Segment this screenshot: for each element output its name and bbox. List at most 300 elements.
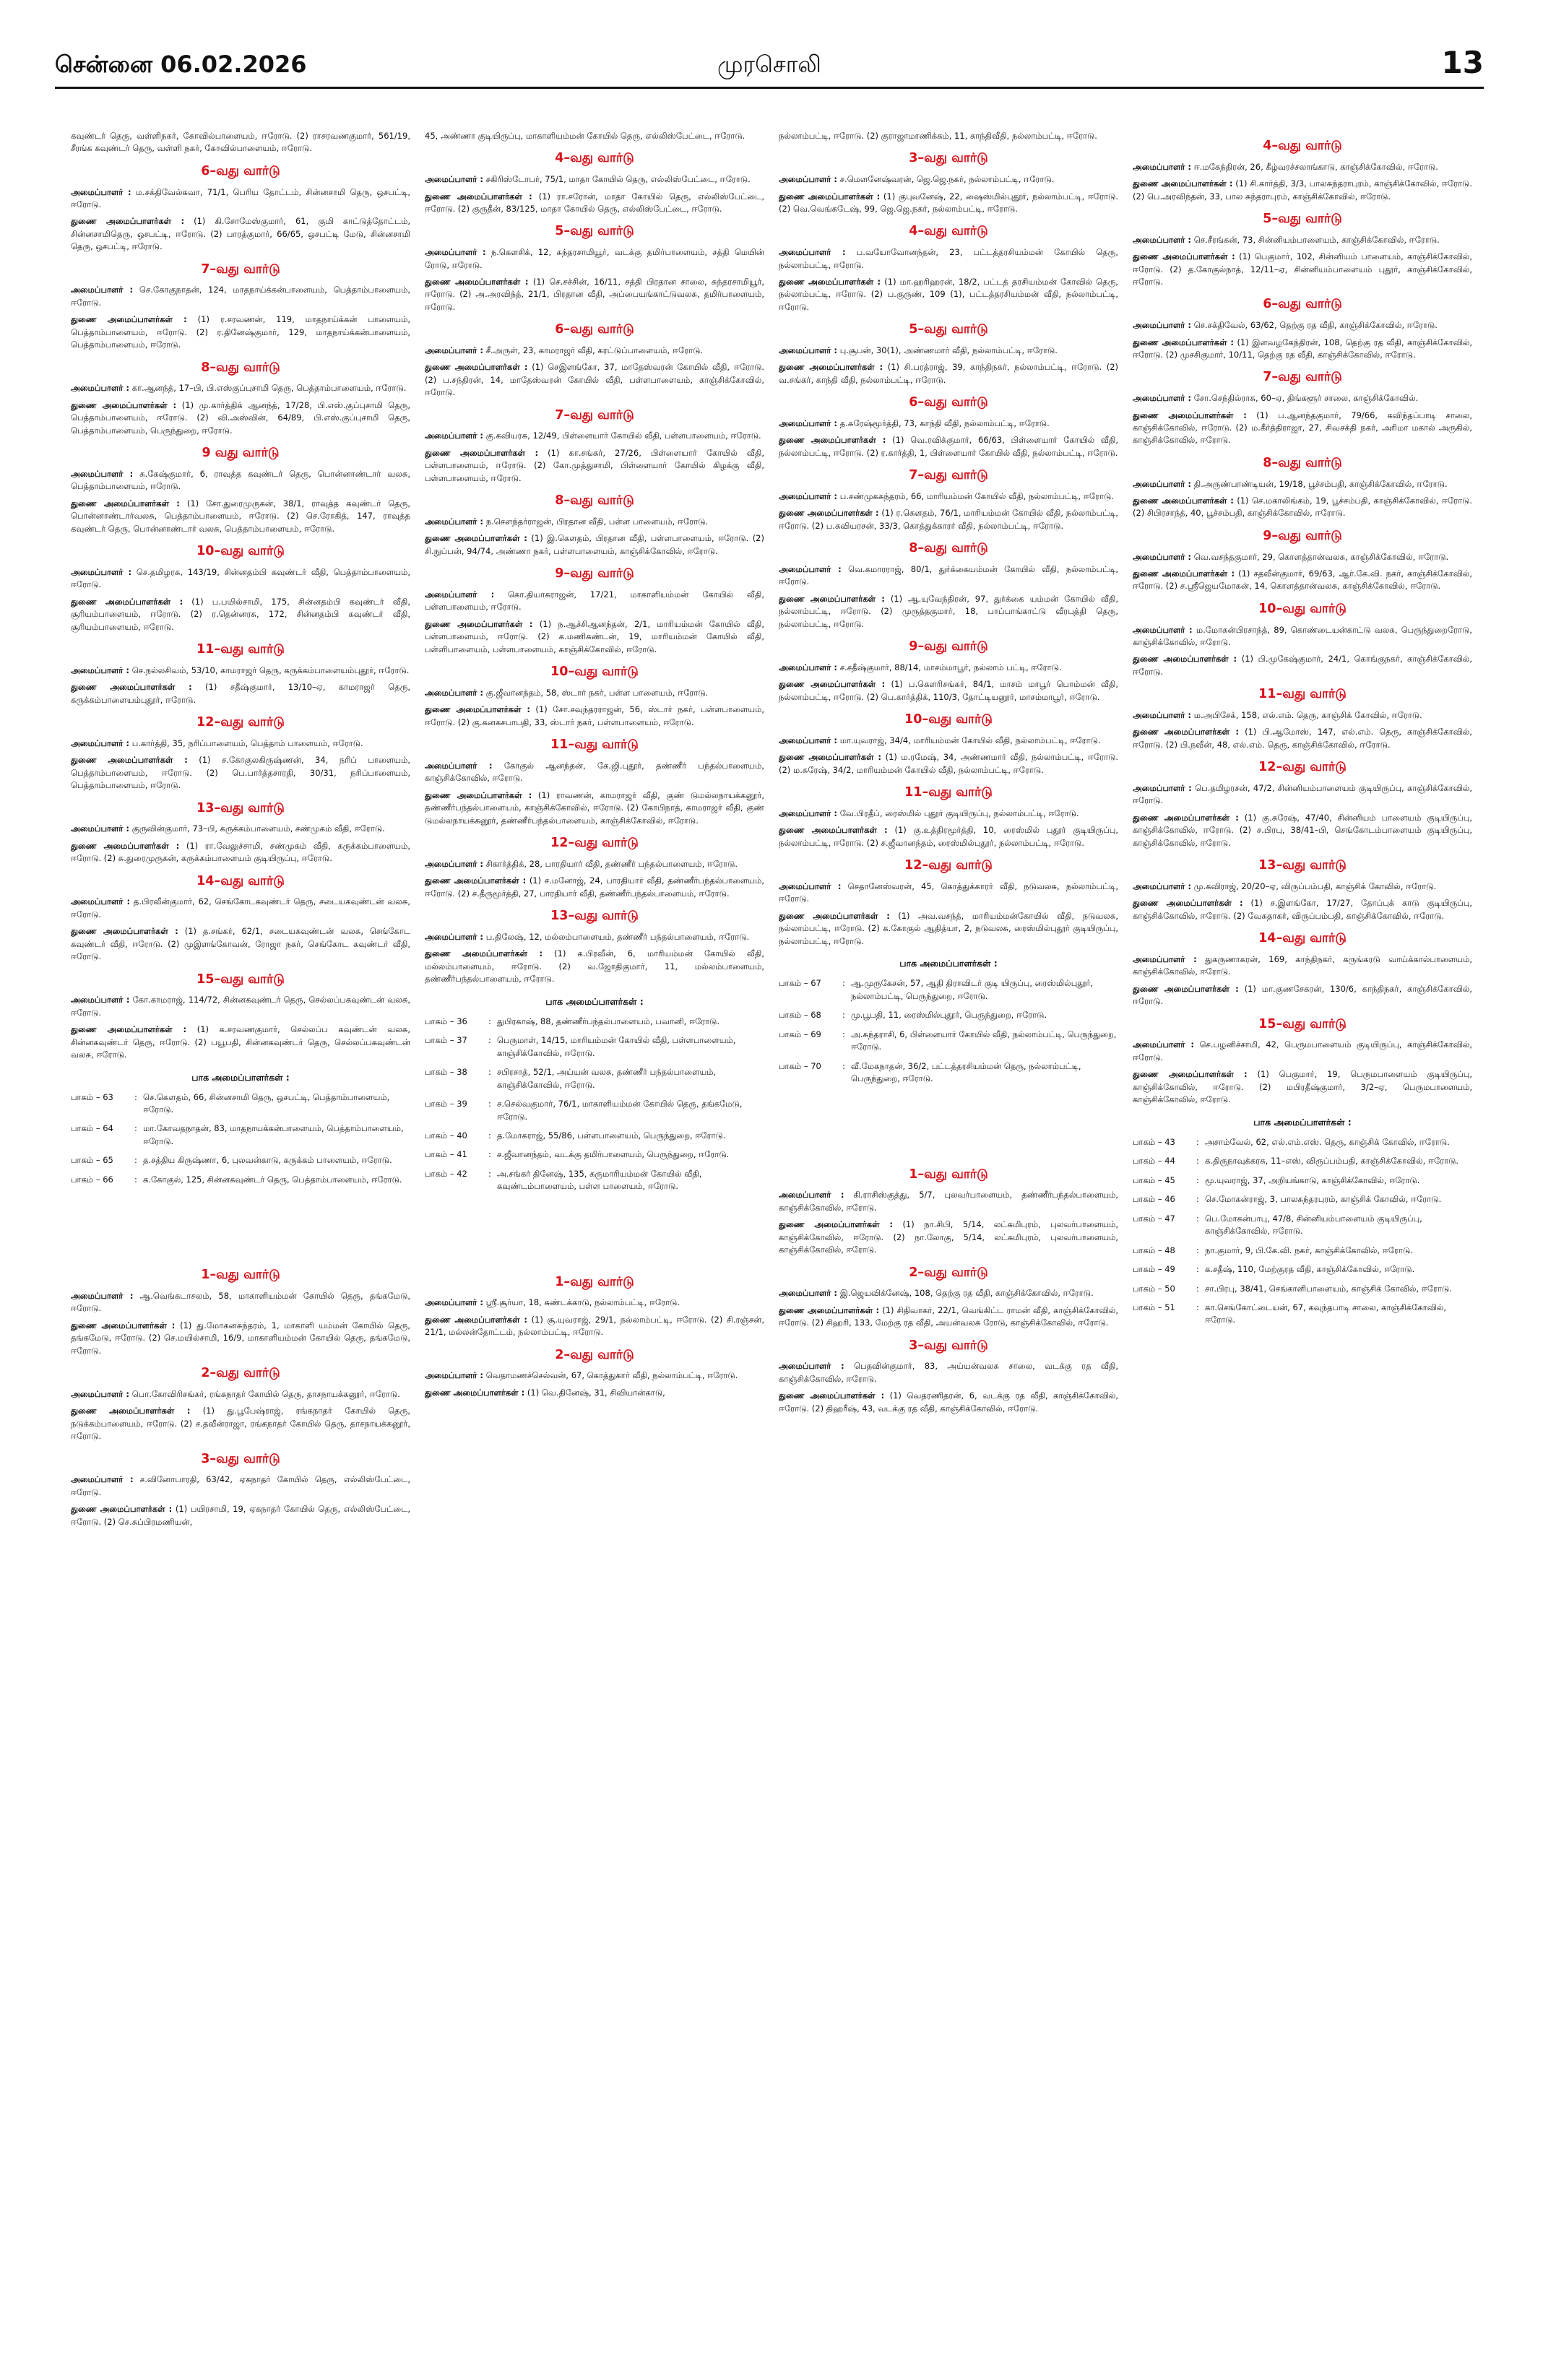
deputy-organizers-details: (1) மு.கார்த்திக் ஆனந்த், 17/28, பி.எஸ்.குப்புசாமி தெரு, பெத்தாம்பாளையம், ஈரோடு. (2) வி.அஸ்வின், 64/89, பி.எஸ்.குப்புசாமி தெரு, பெத்தாம்பாளையம், பெருந்துறை, ஈரோடு. — [71, 399, 410, 436]
organizer-entry — [779, 1189, 1118, 1214]
deputy-organizers-label: துணை அமைப்பாளர்கள் : — [779, 825, 888, 836]
organizer-label: அமைப்பாளர் : — [779, 174, 838, 185]
ward-section — [1133, 527, 1472, 593]
organizer-label: அமைப்பாளர் : — [71, 1290, 134, 1301]
organizer-entry — [1133, 624, 1472, 649]
ward-section — [425, 735, 764, 827]
booth-row — [1133, 1136, 1472, 1148]
organizer-details: செ.சக்திவேல், 63/62, தெற்கு ரத வீதி, காஞ்சிக்கோவில், ஈரோடு. — [1193, 320, 1438, 331]
ward-section — [425, 320, 764, 399]
ward-heading: 3–வது வார்டு — [909, 151, 988, 166]
booth-separator: : — [1196, 1264, 1199, 1275]
booth-number: பாகம் – 67 — [779, 978, 821, 989]
deputy-organizers-label: துணை அமைப்பாளர்கள் : — [1133, 727, 1240, 737]
organizer-entry — [779, 808, 1118, 820]
ward-heading: 4–வது வார்டு — [1263, 139, 1342, 153]
deputy-organizers-details: (1) க.பிரவீன், 6, மாரியம்மன் கோயில் வீதி, மல்லம்பாளையம், ஈரோடு. (2) வ.ஜோதிகுமார், 11, மல்லம்பாளையம், தண்ணீர்பந்தல்பாளையம், ஈரோடு. — [425, 948, 764, 985]
booth-number: பாகம் – 48 — [1133, 1245, 1175, 1255]
organizer-label: அமைப்பாளர் : — [425, 430, 484, 441]
booth-row — [779, 1029, 1118, 1054]
ward-section — [425, 662, 764, 729]
ward-section — [779, 149, 1118, 215]
organizer-details: தி.அருண்பாண்டியன், 19/18, பூச்சம்பதி, காஞ்சிக்கோவில், ஈரோடு. — [1193, 478, 1448, 489]
deputy-organizers-details: (1) மா.குணசேகரன், 130/6, காந்திநகர், காஞ்சிக்கோவில், ஈரோடு. — [1133, 983, 1472, 1007]
organizer-details: வெ.வசந்தகுமார், 29, கொளத்தான்வலசு, காஞ்சிக்கோவில், ஈரோடு. — [1193, 551, 1449, 562]
booth-row — [1133, 1193, 1472, 1206]
ward-section — [1133, 209, 1472, 288]
organizer-details: ப.திலேஷ், 12, மல்லம்பாளையம், தண்ணீர் பந்தல்பாளையம், ஈரோடு. — [485, 931, 750, 942]
deputy-organizers-label: துணை அமைப்பாளர்கள் : — [779, 1219, 893, 1230]
booth-number: பாகம் – 38 — [425, 1067, 467, 1078]
deputy-organizers-entry — [1133, 410, 1472, 447]
booth-organizers-heading: பாக அமைப்பாளர்கள் : — [899, 958, 998, 969]
organizer-entry — [425, 687, 764, 699]
ward-section — [71, 1450, 410, 1528]
organizer-details: சிகார்த்திக், 28, பாரதியார் வீதி, தண்ணீர் பந்தல்பாளையம், ஈரோடு. — [485, 858, 738, 869]
deputy-organizers-entry — [779, 593, 1118, 631]
masthead-rule — [55, 87, 1484, 89]
booth-row — [779, 1009, 1118, 1021]
booth-row — [71, 1091, 410, 1117]
deputy-organizers-label: துணை அமைப்பாளர்கள் : — [425, 618, 533, 629]
organizer-entry — [425, 858, 764, 870]
organizer-details: கோகுல் ஆனந்தன், கே.ஜி.புதூர், தண்ணீர் பந்தல்பாளையம், காஞ்சிக்கோவில், ஈரோடு. — [425, 760, 764, 784]
deputy-organizers-label: துணை அமைப்பாளர்கள் : — [425, 704, 530, 715]
deputy-organizers-label: துணை அமைப்பாளர்கள் : — [425, 789, 532, 800]
organizer-details: ம.சக்திவேல்கவா, 71/1, பெரிய தோட்டம், சின்னசாமி தெரு, ஒசபட்டி, ஈரோடு. — [71, 186, 410, 209]
deputy-organizers-details: (1) கி.சோமேஸ்குமார், 61, குமி காட்டுத்தோட்டம், சின்னசாமிதெரு, ஒசபட்டி, ஈரோடு. (2) பாரத்குமார், 66/65, ஒசபட்டி மேடு, சின்னசாமி தெரு, ஒசபட்டி, ஈரோடு. — [71, 216, 410, 252]
organizer-label: அமைப்பாளர் : — [1133, 161, 1192, 172]
organizer-details: ப.வயோவோனந்தன், 23, பட்டத்தரசியம்மன் கோயில் தெரு, நல்லாம்பட்டி, ஈரோடு. — [779, 247, 1118, 270]
booth-row — [1133, 1213, 1472, 1238]
organizer-details: சோ.செந்தில்ராசு, 60–ஏ, திங்களூர் சாலை, காஞ்சிக்கோவில். — [1193, 393, 1419, 404]
ward-heading: 11–வது வார்டு — [1258, 687, 1347, 702]
organizer-details: கு.கவியரசு, 12/49, பிள்ளையார் கோயில் வீதி, பள்ளபாளையம், ஈரோடு. — [485, 430, 761, 441]
deputy-organizers-details: (1) இளவழகேந்திரன், 108, தெற்கு ரத வீதி, காஞ்சிக்கோவில், ஈரோடு. (2) முசசிகுமார், 10/11, தெற்கு ரத வீதி, காஞ்சிக்கோவில், ஈரோடு. — [1133, 337, 1472, 360]
ward-section — [71, 1265, 410, 1357]
organizer-label: அமைப்பாளர் : — [71, 823, 130, 834]
organizer-entry — [71, 1474, 410, 1499]
organizer-label: அமைப்பாளர் : — [779, 808, 838, 818]
ward-section — [1133, 600, 1472, 678]
deputy-organizers-entry — [779, 1304, 1118, 1330]
ward-heading: 5–வது வார்டு — [1263, 212, 1342, 226]
organizer-entry — [71, 896, 410, 921]
organizer-label: அமைப்பாளர் : — [779, 247, 846, 258]
deputy-organizers-label: துணை அமைப்பாளர்கள் : — [1133, 251, 1235, 262]
organizer-details: ஆ.வெங்கடாசலம், 58, மாகாளியம்மன் கோயில் தெரு, தங்கமேடு, ஈரோடு. — [71, 1290, 410, 1314]
deputy-organizers-entry — [1133, 495, 1472, 520]
organizer-entry — [425, 345, 764, 357]
deputy-organizers-label: துணை அமைப்பாளர்கள் : — [71, 840, 180, 851]
deputy-organizers-label: துணை அமைப்பாளர்கள் : — [71, 498, 180, 509]
ward-heading: 12–வது வார்டு — [196, 715, 285, 730]
organizer-entry — [425, 931, 764, 943]
booth-number: பாகம் – 70 — [779, 1060, 821, 1071]
ward-heading: 13–வது வார்டு — [1258, 858, 1347, 873]
booth-row — [425, 1168, 764, 1193]
booth-separator: : — [842, 1029, 845, 1039]
booth-row — [1133, 1263, 1472, 1276]
deputy-organizers-entry — [779, 678, 1118, 704]
organizer-entry — [71, 1290, 410, 1315]
organizer-entry — [1133, 551, 1472, 563]
organizer-entry — [1133, 234, 1472, 246]
deputy-organizers-label: துணை அமைப்பாளர்கள் : — [425, 447, 539, 458]
booth-row — [425, 1098, 764, 1123]
ward-heading: 7–வது வார்டு — [555, 407, 634, 423]
deputy-organizers-entry — [71, 596, 410, 633]
deputy-organizers-details: (1) ப.கௌரிசங்கர், 84/1, மாசம் மாபூர் பொம்மன் வீதி, நல்லாம்பட்டி, ஈரோடு. (2) பெ.கார்த்திக், 110/3, தோட்டியனூர், மாசம்மாபூர், ஈரோடு. — [779, 679, 1118, 702]
booth-organizers-heading: பாக அமைப்பாளர்கள் : — [1253, 1116, 1352, 1128]
booth-organizer: த.சத்திய கிருஷ்ணா, 6, புலவன்காடு, கருக்கம் பாளையம், ஈரோடு. — [143, 1155, 392, 1166]
organizer-details: ம.அபிசேக், 158, எல்.எம். தெரு, காஞ்சிக் கோவில், ஈரோடு. — [1193, 710, 1422, 720]
ward-section — [71, 970, 410, 1062]
deputy-organizers-details: (1) சோ.துரைமுருகன், 38/1, ராவுத்த கவுண்டர் தெரு, பொன்னாண்டார்வலசு, பெத்தாம்பாளையம், ஈரோடு. (2) செ.ரோகித், 147, ராவுத்த கவுண்டர் தெரு, பொன்னாண்டார் வலசு, பெத்தாம்பாளையம், ஈரோடு. — [71, 498, 410, 534]
ward-heading: 2–வது வார்டு — [909, 1265, 988, 1280]
booth-organizer: க.திருநாவுக்கரசு, 11–எஸ், விருப்பம்பதி, காஞ்சிக்கோவில், ஈரோடு. — [1205, 1156, 1459, 1167]
booth-row — [1133, 1245, 1472, 1257]
organizer-label: அமைப்பாளர் : — [1133, 783, 1192, 793]
booth-organizer: பெருமாள், 14/15, மாரியம்மன் கோயில் வீதி, பள்ளபாளையம், காஞ்சிக்கோவில், ஈரோடு. — [497, 1035, 736, 1058]
booth-row — [425, 1148, 764, 1161]
booth-organizer: மூ.யுவராஜ், 37, அறியங்காடு, காஞ்சிக்கோவில், ஈரோடு. — [1205, 1174, 1420, 1185]
organizer-label: அமைப்பாளர் : — [425, 247, 486, 258]
deputy-organizers-entry — [425, 276, 764, 313]
ward-section — [779, 1336, 1118, 1415]
deputy-organizers-details: (1) செ.மகாலிங்கம், 19, பூச்சம்பதி, காஞ்சிக்கோவில், ஈரோடு. (2) சிபிரசாந்த், 40, பூச்சம்பதி, காஞ்சிக்கோவில், ஈரோடு. — [1133, 496, 1472, 519]
organizer-details: ந.சௌந்தர்ராஜன், பிரதான வீதி, பள்ள பாளையம், ஈரோடு. — [485, 516, 709, 527]
organizer-details: குருவின்குமார், 73–பி, கருக்கம்பாளையம், சண்முகம் வீதி, ஈரோடு. — [131, 823, 385, 834]
ward-section — [1133, 929, 1472, 1008]
continued-text: 45, அண்ணா குடியிருப்பு, மாகாளியம்மன் கோயில் தெரு, எல்லிஸ்பேட்டை, ஈரோடு. — [425, 131, 745, 141]
deputy-organizers-entry — [779, 751, 1118, 776]
deputy-organizers-details: (1) செ.சச்சின், 16/11, சத்தி பிரதான சாலை, சுந்தரசாமியூர், ஈரோடு. (2) அ.அரவிந்த், 21/1, பிரதான வீதி, அப்பையங்காட்டுவலசு, தமிர்பாளையம், ஈரோடு. — [425, 277, 764, 312]
organizer-details: ச.வினோபாரதி, 63/42, ஏகநாதர் கோயில் தெரு, எல்லிஸ்பேட்டை, ஈரோடு. — [71, 1474, 410, 1497]
deputy-organizers-entry — [779, 191, 1118, 216]
organizer-label: அமைப்பாளர் : — [71, 383, 130, 394]
deputy-organizers-entry — [425, 532, 764, 558]
organizer-label: அமைப்பாளர் : — [779, 735, 838, 745]
deputy-organizers-details: (1) பெகுமார், 19, பெருமபாளையம் குடியிருப்பு, காஞ்சிக்கோவில், ஈரோடு. (2) மபிரதீஷ்குமார், 3/2–ஏ, பெருமபாளையம், காஞ்சிக்கோவில், ஈரோடு. — [1133, 1069, 1472, 1105]
page-number: 13 — [1441, 45, 1484, 80]
organizer-entry — [779, 662, 1118, 674]
organizer-entry — [425, 1369, 764, 1382]
ward-section — [425, 906, 764, 985]
deputy-organizers-details: (1) செஇளங்கோ, 37, மாதேஸ்வரன் கோயில் வீதி, ஈரோடு. (2) ப.சந்திரன், 14, மாதேஸ்வரன் கோயில் வீதி, பள்ளபாளையம், காஞ்சிக்கோவில், ஈரோடு. — [425, 362, 764, 398]
ward-section — [779, 393, 1118, 459]
organizer-label: அமைப்பாளர் : — [779, 564, 842, 574]
ward-heading: 15–வது வார்டு — [1258, 1016, 1347, 1031]
deputy-organizers-label: துணை அமைப்பாளர்கள் : — [71, 1320, 176, 1330]
organizer-entry — [1133, 161, 1472, 173]
deputy-organizers-entry — [425, 1314, 764, 1339]
organizer-details: செ.பழனிச்சாமி, 42, பெருமபாளையம் குடியிருப்பு, காஞ்சிக்கோவில், ஈரோடு. — [1133, 1039, 1472, 1063]
ward-section — [1133, 137, 1472, 203]
ward-heading: 10–வது வார்டு — [196, 544, 285, 559]
ward-section — [425, 406, 764, 485]
organizer-details: பு.சூபன், 30(1), அண்ணமார் வீதி, நல்லாம்பட்டி, ஈரோடு. — [839, 345, 1058, 355]
organizer-label: அமைப்பாளர் : — [425, 174, 484, 185]
booth-separator: : — [134, 1155, 137, 1166]
booth-row — [71, 1174, 410, 1186]
ward-section — [71, 799, 410, 865]
ward-heading: 12–வது வார்டு — [1258, 760, 1347, 775]
ward-section — [71, 713, 410, 792]
deputy-organizers-entry — [71, 1405, 410, 1442]
continued-text: கவுண்டர் தெரு, வள்ளிநகர், கோவில்பாளையம், ஈரோடு. (2) ராசரவணகுமார், 561/19, சீரங்க கவுண்டர் தெரு, வள்ளி நகர், கோவில்பாளையம், ஈரோடு. — [71, 131, 410, 154]
deputy-organizers-entry — [71, 498, 410, 535]
deputy-organizers-entry — [1133, 1068, 1472, 1106]
deputy-organizers-entry — [425, 948, 764, 985]
text-column-3 — [779, 130, 1118, 2362]
deputy-organizers-label: துணை அமைப்பாளர்கள் : — [425, 191, 532, 202]
booth-row — [1133, 1283, 1472, 1295]
ward-section — [425, 1346, 764, 1400]
deputy-organizers-entry — [71, 1024, 410, 1061]
organizer-details: ம.மோகன்பிரசாந்த், 89, கொண்டையன்காட்டு வலசு, பெருந்துறைரோடு, காஞ்சிக்கோவில், ஈரோடு. — [1133, 624, 1472, 647]
deputy-organizers-details: (1) ரா.வேலுச்சாமி, சண்முகம் வீதி, கருக்கம்பாளையம், ஈரோடு. (2) சு.துரைமுருகன், கருக்கம்பாளையம் குடியிருப்பு, ஈரோடு. — [71, 840, 410, 864]
organizer-label: அமைப்பாளர் : — [425, 760, 493, 771]
deputy-organizers-label: துணை அமைப்பாளர்கள் : — [1133, 1069, 1248, 1080]
ward-heading: 7–வது வார்டு — [909, 468, 988, 483]
organizer-entry — [425, 760, 764, 785]
deputy-organizers-label: துணை அமைப்பாளர்கள் : — [1133, 496, 1234, 506]
deputy-organizers-label: துணை அமைப்பாளர்கள் : — [779, 362, 883, 373]
deputy-organizers-entry — [1133, 251, 1472, 288]
ward-heading: 9–வது வார்டு — [909, 639, 988, 654]
deputy-organizers-details: (1) ப.பயில்சாமி, 175, சின்னதம்பி கவுண்டர் வீதி, சூரியம்பாளையம், ஈரோடு. (2) ர.தென்னரசு, 172, சின்னதம்பி கவுண்டர் வீதி, சூரியம்பாளையம், ஈரோடு. — [71, 596, 410, 632]
organizer-details: சு.கேஷ்குமார், 6, ராவுத்த கவுண்டர் தெரு, பொன்னாண்டார் வலசு, பெத்தாம்பாளையம், ஈரோடு. — [71, 468, 410, 492]
deputy-organizers-details: (1) ர.கௌதம், 76/1, மாரியம்மன் கோயில் வீதி, நல்லாம்பட்டி, ஈரோடு. (2) ப.கவியரசன், 33/3, கொத்துக்காரர் வீதி, நல்லாம்பட்டி, ஈரோடு. — [779, 508, 1118, 531]
deputy-organizers-details: (1) பெகுமார், 102, சின்னியம் பாளையம், காஞ்சிக்கோவில், ஈரோடு. (2) த.கோகுல்நாத், 12/11–ஏ, சின்னியம்பாளையம் புதூர், காஞ்சிக்கோவில், ஈரோடு. — [1133, 251, 1472, 287]
deputy-organizers-label: துணை அமைப்பாளர்கள் : — [71, 596, 183, 607]
booth-row — [425, 1034, 764, 1060]
organizer-details: வெ.கமாரராஜ், 80/1, துர்க்கையம்மன் கோயில் வீதி, நல்லாம்பட்டி, ஈரோடு. — [779, 564, 1118, 587]
organizer-label: அமைப்பாளர் : — [71, 468, 134, 479]
organizer-details: ச.மௌனேஷ்வரன், ஜெ.ஜெ.நகர், நல்லாம்பட்டி, ஈரோடு. — [839, 174, 1055, 185]
deputy-organizers-label: துணை அமைப்பாளர்கள் : — [425, 1387, 525, 1398]
organizer-details: ஸ்ரீ.சூர்யா, 18, சுண்டக்காடு, நல்லாம்பட்டி, ஈரோடு. — [485, 1297, 680, 1308]
organizer-label: அமைப்பாளர் : — [71, 665, 130, 675]
organizer-details: கொ.தியாகராஜன், 17/21, மாகாளியம்மன் கோயில் வீதி, பள்ளபாளையம், ஈரோடு. — [425, 589, 764, 613]
organizer-label: அமைப்பாளர் : — [1133, 624, 1193, 635]
organizer-label: அமைப்பாளர் : — [1133, 953, 1197, 964]
booth-organizers-heading: பாக அமைப்பாளர்கள் : — [191, 1071, 290, 1083]
ward-section — [779, 637, 1118, 704]
deputy-organizers-details: (1) ப.ஆனந்தகுமார், 79/66, கவிந்தப்பாடி சாலை, காஞ்சிக்கோவில், ஈரோடு. (2) ம.கீர்த்திராஜா, 27, சிவசக்தி நகர், அரிமா மகால் அருகில், காஞ்சிக்கோவில், ஈரோடு. — [1133, 410, 1472, 446]
deputy-organizers-label: துணை அமைப்பாளர்கள் : — [71, 399, 177, 410]
deputy-organizers-entry — [425, 875, 764, 900]
deputy-organizers-details: (1) வெ.ரவிக்குமார், 66/63, பிள்ளையார் கோயில் வீதி, நல்லாம்பட்டி, ஈரோடு. (2) ர.கார்த்தி, 1, பிள்ளையார் கோயில் வீதி, நல்லாம்பட்டி, ஈரோடு. — [779, 435, 1118, 458]
organizer-entry — [425, 430, 764, 442]
deputy-organizers-label: துணை அமைப்பாளர்கள் : — [779, 1304, 880, 1315]
deputy-organizers-entry — [1133, 726, 1472, 751]
deputy-organizers-details: (1) சதவீன்குமார், 69/63, ஆர்.கே.வி. நகர், காஞ்சிக்கோவில், ஈரோடு. (2) ச.ஸ்ரீஜெயமோகன், 14, கொளத்தான்வலசு, காஞ்சிக்கோவில், ஈரோடு. — [1133, 568, 1472, 592]
ward-heading: 7–வது வார்டு — [201, 261, 280, 277]
ward-heading: 2–வது வார்டு — [555, 1347, 634, 1362]
deputy-organizers-details: (1) ம.ரமேஷ், 34, அண்ணமார் வீதி, நல்லாம்பட்டி, ஈரோடு. (2) ம.சுரேஷ், 34/2, மாரியம்மன் கோயில் வீதி, நல்லாம்பட்டி, ஈரோடு. — [779, 752, 1118, 775]
deputy-organizers-details: (1) து.மோகனசுந்தரம், 1, மாகாளி யம்மன் கோயில் தெரு, தங்கமேடு, ஈரோடு. (2) செ.மயில்சாமி, 16/9, மாகாளியம்மன் கோயில் தெரு, தங்கமேடு, ஈரோடு. — [71, 1320, 410, 1356]
booth-organizer: நா.குமார், 9, பி.கே.வி. நகர், காஞ்சிக்கோவில், ஈரோடு. — [1205, 1245, 1413, 1255]
deputy-organizers-label: துணை அமைப்பாளர்கள் : — [779, 191, 881, 202]
ward-heading: 1–வது வார்டு — [909, 1167, 988, 1182]
booth-separator: : — [488, 1099, 491, 1109]
deputy-organizers-entry — [1133, 812, 1472, 849]
booth-organizer: துபிரகாஷ், 88, தண்ணீர்பந்தல்பாளையம், பவானி, ஈரோடு. — [497, 1016, 720, 1026]
deputy-organizers-entry — [71, 1320, 410, 1357]
article-columns — [71, 130, 1472, 2362]
organizer-details: செ.சீரங்கன், 73, சின்னியம்பாளையம், காஞ்சிக்கோவில், ஈரோடு. — [1193, 234, 1440, 245]
organizer-entry — [425, 1297, 764, 1309]
deputy-organizers-details: (1) ர.சரவணன், 119, மாதநாய்க்கன் பாளையம், பெத்தாம்பாளையம், ஈரோடு. (2) ர.தினேஷ்குமார், 129, மாதநாய்க்கன்பாளையம், பெத்தாம்பாளையம், ஈரோடு. — [71, 314, 410, 350]
organizer-entry — [425, 516, 764, 528]
deputy-organizers-details: (1) நா.சிபி, 5/14, லட்சுமிபுரம், புலவர்பாளையம், காஞ்சிக்கோவில், ஈரோடு. (2) நா.லோகு, 5/14, லட்சுமிபுரம், புலவர்பாளையம், காஞ்சிக்கோவில், ஈரோடு. — [779, 1219, 1118, 1255]
organizer-entry — [1133, 953, 1472, 979]
organizer-details: சீ.அருள், 23, காமராஜர் வீதி, கரட்டுப்பாளையம், ஈரோடு. — [485, 345, 704, 355]
ward-heading: 10–வது வார்டு — [550, 665, 639, 680]
booth-organizer: ச.செல்வகுமார், 76/1, மாகாளியம்மன் கோயில் தெரு, தங்கமேடு, ஈரோடு. — [497, 1099, 743, 1122]
ward-heading: 8–வது வார்டு — [1263, 455, 1342, 470]
ward-heading: 14–வது வார்டு — [196, 873, 285, 888]
deputy-organizers-details: (1) சி.பரத்ராஜ், 39, காந்திநகர், நல்லாம்பட்டி, ஈரோடு. (2) வ.சங்கர், காந்தி வீதி, நல்லாம்பட்டி, ஈரோடு. — [779, 362, 1118, 385]
ward-heading: 7–வது வார்டு — [1263, 370, 1342, 385]
ward-heading: 1–வது வார்டு — [201, 1268, 280, 1283]
deputy-organizers-label: துணை அமைப்பாளர்கள் : — [1133, 568, 1235, 579]
organizer-entry — [779, 1287, 1118, 1299]
deputy-organizers-entry — [71, 681, 410, 706]
organizer-details: ப.சண்முகசுந்தரம், 66, மாரியம்மன் கோயில் வீதி, நல்லாம்பட்டி, ஈரோடு. — [839, 491, 1114, 501]
booth-separator: : — [488, 1016, 491, 1026]
ward-heading: 9–வது வார்டு — [1263, 528, 1342, 543]
booth-separator: : — [842, 1010, 845, 1021]
organizer-details: ப.கார்த்தி, 35, நரிப்பாளையம், பெத்தாம் பாளையம், ஈரோடு. — [131, 737, 363, 748]
booth-number: பாகம் – 37 — [425, 1035, 467, 1046]
ward-heading: 4–வது வார்டு — [909, 224, 988, 239]
ward-section — [779, 466, 1118, 532]
ward-section — [1133, 368, 1472, 446]
deputy-organizers-label: துணை அமைப்பாளர்கள் : — [71, 216, 185, 227]
booth-number: பாகம் – 49 — [1133, 1264, 1175, 1275]
ward-heading: 11–வது வார்டு — [550, 737, 639, 753]
deputy-organizers-entry — [425, 618, 764, 656]
ward-section — [425, 222, 764, 313]
organizer-entry — [71, 665, 410, 677]
city-date: சென்னை 06.02.2026 — [55, 51, 307, 78]
organizer-label: அமைப்பாளர் : — [779, 418, 838, 428]
organizer-entry — [1133, 319, 1472, 332]
organizer-details: செ.நல்லசிவம், 53/10, காமராஜர் தெரு, கருக்கம்பாளையம்புதூர், ஈரோடு. — [131, 665, 410, 675]
deputy-organizers-entry — [71, 215, 410, 253]
ward-section — [779, 320, 1118, 386]
organizer-label: அமைப்பாளர் : — [425, 858, 484, 869]
ward-heading: 14–வது வார்டு — [1258, 931, 1347, 946]
organizer-details: கி.ராசிஸ்குத்து, 5/7, புலவர்பாளையம், தண்ணீர்பந்தல்பாளையம், காஞ்சிக்கோவில், ஈரோடு. — [779, 1190, 1118, 1213]
organizer-details: பொ.கோவிரிசங்கர், ரங்கநாதர் கோயில் தெரு, தாசநாயக்கனூர், ஈரோடு. — [131, 1388, 400, 1399]
organizer-entry — [779, 246, 1118, 272]
ward-heading: 15–வது வார்டு — [196, 972, 285, 987]
ward-section — [71, 443, 410, 535]
deputy-organizers-label: துணை அமைப்பாளர்கள் : — [779, 752, 882, 763]
deputy-organizers-label: துணை அமைப்பாளர்கள் : — [425, 362, 528, 373]
deputy-organizers-details: (1) பயிரசாமி, 19, ஏகநாதர் கோயில் தெரு, எல்லிஸ்பேட்டை, ஈரோடு. (2) செ.சுப்பிரமணியன், — [71, 1504, 410, 1527]
ward-heading: 12–வது வார்டு — [904, 858, 993, 873]
organizer-label: அமைப்பாளர் : — [1133, 234, 1192, 245]
deputy-organizers-details: (1) ச.மனோஜ், 24, பாரதியார் வீதி, தண்ணீர்பந்தல்பாளையம், ஈரோடு. (2) ச.தீருமூர்த்தி, 27, பாரதியார் வீதி, தண்ணீர்பந்தல்பாளையம், ஈரோடு. — [425, 875, 764, 899]
deputy-organizers-entry — [1133, 178, 1472, 203]
booth-number: பாகம் – 44 — [1133, 1156, 1175, 1167]
ward-section — [425, 834, 764, 900]
organizer-label: அமைப்பாளர் : — [1133, 551, 1192, 562]
deputy-organizers-details: (1) பி.முகேஷ்குமார், 24/1, கொங்குநகர், காஞ்சிக்கோவில், ஈரோடு. — [1133, 654, 1472, 677]
deputy-organizers-details: (1) ச.கோகுலகிருஷ்ணன், 34, நரிப் பாளையம், பெத்தாம்பாளையம், ஈரோடு. (2) பெ.பார்த்தசாரதி, 30/31, நரிப்பாளையம், பெத்தாம்பாளையம், ஈரோடு. — [71, 755, 410, 791]
deputy-organizers-entry — [71, 840, 410, 865]
booth-organizers-heading: பாக அமைப்பாளர்கள் : — [545, 995, 644, 1007]
organizer-label: அமைப்பாளர் : — [1133, 880, 1192, 891]
deputy-organizers-entry — [779, 434, 1118, 459]
organizer-label: அமைப்பாளர் : — [71, 995, 130, 1005]
organizer-label: அமைப்பாளர் : — [779, 1288, 838, 1299]
ward-section — [425, 149, 764, 215]
organizer-entry — [779, 490, 1118, 503]
booth-number: பாகம் – 43 — [1133, 1136, 1175, 1147]
booth-number: பாகம் – 47 — [1133, 1213, 1175, 1224]
deputy-organizers-details: (1) அவ.வசந்த், மாரியம்மன்கோயில் வீதி, நடுவலசு, நல்லாம்பட்டி, ஈரோடு. (2) க.கோகுல் ஆதித்யா, 2, நடுவலசு, ரைஸ்மில்புதூர் குடியிருப்பு, நல்லாம்பட்டி, ஈரோடு. — [779, 910, 1118, 946]
booth-row — [71, 1154, 410, 1167]
ward-heading: 13–வது வார்டு — [550, 909, 639, 924]
organizer-label: அமைப்பாளர் : — [425, 687, 484, 698]
ward-heading: 6–வது வார்டு — [909, 395, 988, 410]
ward-heading: 6–வது வார்டு — [555, 322, 634, 337]
ward-heading: 11–வது வார்டு — [196, 642, 285, 657]
deputy-organizers-details: (1) வெதரணிதரன், 6, வடக்கு ரத வீதி, காஞ்சிக்கோவில், ஈரோடு. (2) திஹரீஷ், 43, வடக்கு ரத வீதி, காஞ்சிக்கோவில், ஈரோடு. — [779, 1390, 1118, 1414]
deputy-organizers-entry — [1133, 983, 1472, 1008]
deputy-organizers-label: துணை அமைப்பாளர்கள் : — [71, 926, 178, 937]
organizer-label: அமைப்பாளர் : — [71, 737, 130, 748]
booth-number: பாகம் – 42 — [425, 1168, 467, 1179]
ward-section — [779, 1263, 1118, 1330]
deputy-organizers-entry — [71, 313, 410, 351]
deputy-organizers-entry — [425, 1387, 764, 1399]
deputy-organizers-label: துணை அமைப்பாளர்கள் : — [1133, 898, 1243, 909]
booth-separator: : — [1196, 1194, 1199, 1205]
organizer-label: அமைப்பாளர் : — [1133, 1039, 1194, 1050]
booth-number: பாகம் – 39 — [425, 1099, 467, 1109]
organizer-details: வெதாமணச்செல்வன், 67, கொத்துகார் வீதி, நல்லாம்பட்டி, ஈரோடு. — [485, 1370, 738, 1381]
ward-section — [779, 783, 1118, 849]
ward-heading: 11–வது வார்டு — [904, 785, 993, 800]
booth-organizer: க.சதீஷ், 110, மேற்குரத வீதி, காஞ்சிக்கோவில், ஈரோடு. — [1205, 1264, 1415, 1275]
booth-organizer: வீ.மேகநாதன், 36/2, பட்டத்தரசியம்மன் தெரு, நல்லாம்பட்டி, பெருந்துறை, ஈரோடு. — [851, 1060, 1081, 1084]
organizer-details: கு.ஜீவானந்தம், 58, ஸ்டார் நகர், பள்ள பாளையம், ஈரோடு. — [485, 687, 709, 698]
booth-number: பாகம் – 36 — [425, 1016, 467, 1026]
deputy-organizers-details: (1) குபுவனேஷ், 22, ஷைஸ்மில்புதூர், நல்லாம்பட்டி, ஈரோடு. (2) வெ.வெங்கடேஷ், 99, ஜெ.ஜெ.நகர், நல்லாம்பட்டி, ஈரோடு. — [779, 191, 1118, 214]
organizer-label: அமைப்பாளர் : — [779, 491, 838, 501]
organizer-details: செ.தமிழரசு, 143/19, சின்னதம்பி கவுண்டர் வீதி, பெத்தாம்பாளையம், ஈரோடு. — [71, 566, 410, 590]
organizer-label: அமைப்பாளர் : — [779, 880, 842, 891]
organizer-entry — [71, 823, 410, 835]
newspaper-title: முரசொலி — [717, 51, 821, 78]
organizer-label: அமைப்பாளர் : — [1133, 710, 1192, 720]
ward-heading: 3–வது வார்டு — [201, 1451, 280, 1466]
deputy-organizers-details: (1) சிதிவாகர், 22/1, வெங்கிட்ட ராமன் வீதி, காஞ்சிக்கோவில், ஈரோடு. (2) சிஹரி, 133, மேற்கு ரத வீதி, அயன்வலசு ரோடு, காஞ்சிக்கோவில், ஈரோடு. — [779, 1304, 1118, 1328]
deputy-organizers-entry — [779, 361, 1118, 386]
deputy-organizers-entry — [425, 191, 764, 216]
booth-number: பாகம் – 51 — [1133, 1302, 1175, 1312]
booth-separator: : — [488, 1168, 491, 1179]
organizer-details: வே.பிரதீப், ரைஸ்மில் புதூர் குடியிருப்பு, நல்லாம்பட்டி, ஈரோடு. — [839, 808, 1079, 818]
text-column-1 — [71, 130, 410, 2362]
